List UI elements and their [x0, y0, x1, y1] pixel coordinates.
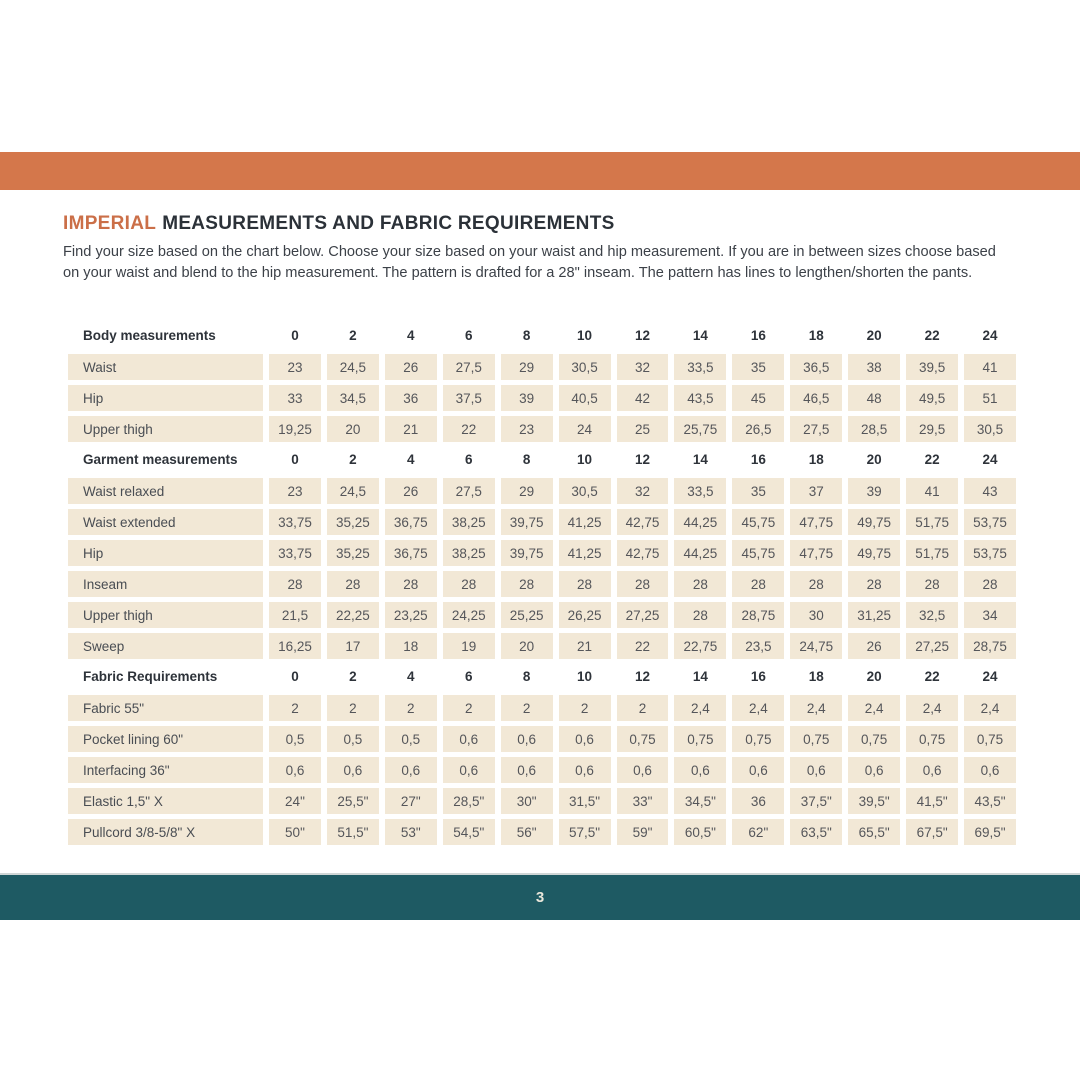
size-column-header: 12: [634, 451, 650, 467]
value-cell: 0,75: [674, 726, 726, 752]
value-cell: 25,5": [327, 788, 379, 814]
value-cell: 46,5: [790, 385, 842, 411]
value-cell: 0,6: [674, 757, 726, 783]
value-cell: 28: [559, 571, 611, 597]
value-cell: 16,25: [269, 633, 321, 659]
value-cell: 0,6: [269, 757, 321, 783]
size-column-header: 0: [291, 451, 299, 467]
value-cell: 25,75: [674, 416, 726, 442]
row-label: Elastic 1,5" X: [68, 788, 263, 814]
value-cell: 53,75: [964, 509, 1016, 535]
value-cell: 21,5: [269, 602, 321, 628]
table-row: [68, 478, 1016, 504]
value-cell: 28: [906, 571, 958, 597]
value-cell: 39,5": [848, 788, 900, 814]
value-cell: 0,6: [617, 757, 669, 783]
value-cell: 0,6: [790, 757, 842, 783]
value-cell: 36,75: [385, 509, 437, 535]
size-column-header: 24: [982, 327, 998, 343]
value-cell: 22: [443, 416, 495, 442]
value-cell: 37,5": [790, 788, 842, 814]
value-cell: 2,4: [732, 695, 784, 721]
row-label: Upper thigh: [68, 416, 263, 442]
value-cell: 35,25: [327, 509, 379, 535]
value-cell: 31,5": [559, 788, 611, 814]
size-column-header: 4: [407, 668, 415, 684]
value-cell: 36: [732, 788, 784, 814]
size-column-header: 24: [982, 668, 998, 684]
value-cell: 0,75: [790, 726, 842, 752]
value-cell: 30,5: [964, 416, 1016, 442]
value-cell: 28,75: [964, 633, 1016, 659]
value-cell: 0,6: [732, 757, 784, 783]
value-cell: 44,25: [674, 540, 726, 566]
size-column-header: 8: [522, 668, 531, 684]
table-row: [68, 602, 1016, 628]
size-column-header: 14: [692, 327, 708, 343]
value-cell: 2,4: [790, 695, 842, 721]
row-label: Interfacing 36": [68, 757, 263, 783]
value-cell: 35,25: [327, 540, 379, 566]
size-column-header: 18: [808, 451, 824, 467]
value-cell: 41,5": [906, 788, 958, 814]
value-cell: 24,75: [790, 633, 842, 659]
size-column-header: 14: [692, 451, 708, 467]
row-label: Waist relaxed: [68, 478, 263, 504]
value-cell: 27": [385, 788, 437, 814]
value-cell: 43,5": [964, 788, 1016, 814]
value-cell: 67,5": [906, 819, 958, 845]
value-cell: 32: [617, 478, 669, 504]
value-cell: 2,4: [674, 695, 726, 721]
value-cell: 25: [617, 416, 669, 442]
size-column-header: 20: [866, 451, 882, 467]
size-column-header: 14: [692, 668, 708, 684]
size-column-header: 20: [866, 327, 882, 343]
value-cell: 28: [327, 571, 379, 597]
value-cell: 30,5: [559, 478, 611, 504]
page-title-accent: IMPERIAL: [63, 213, 157, 234]
top-accent-band: [0, 152, 1080, 190]
value-cell: 37,5: [443, 385, 495, 411]
table-row: [68, 757, 1016, 783]
value-cell: 39,75: [501, 540, 553, 566]
value-cell: 63,5": [790, 819, 842, 845]
value-cell: 65,5": [848, 819, 900, 845]
value-cell: 0,6: [964, 757, 1016, 783]
value-cell: 2,4: [906, 695, 958, 721]
value-cell: 54,5": [443, 819, 495, 845]
value-cell: 41,25: [559, 540, 611, 566]
value-cell: 49,75: [848, 540, 900, 566]
value-cell: 20: [501, 633, 553, 659]
value-cell: 0,6: [443, 757, 495, 783]
value-cell: 21: [385, 416, 437, 442]
value-cell: 49,75: [848, 509, 900, 535]
value-cell: 35: [732, 354, 784, 380]
value-cell: 40,5: [559, 385, 611, 411]
value-cell: 62": [732, 819, 784, 845]
value-cell: 0,6: [501, 757, 553, 783]
value-cell: 41: [906, 478, 958, 504]
value-cell: 69,5": [964, 819, 1016, 845]
size-column-header: 10: [577, 668, 593, 684]
size-column-header: 16: [750, 668, 766, 684]
value-cell: 39: [501, 385, 553, 411]
size-column-header: 4: [407, 327, 415, 343]
size-column-header: 12: [634, 668, 650, 684]
value-cell: 2: [385, 695, 437, 721]
table-row: [68, 788, 1016, 814]
size-column-header: 10: [577, 451, 593, 467]
row-label: Inseam: [68, 571, 263, 597]
section-title: Fabric Requirements: [83, 668, 218, 684]
value-cell: 17: [327, 633, 379, 659]
value-cell: 24: [559, 416, 611, 442]
value-cell: 0,6: [327, 757, 379, 783]
size-column-header: 8: [522, 327, 531, 343]
value-cell: 0,5: [385, 726, 437, 752]
value-cell: 26: [385, 354, 437, 380]
value-cell: 2: [443, 695, 495, 721]
size-column-header: 22: [924, 327, 940, 343]
value-cell: 0,6: [559, 757, 611, 783]
value-cell: 41: [964, 354, 1016, 380]
size-column-header: 24: [982, 451, 998, 467]
value-cell: 45,75: [732, 509, 784, 535]
table-row: [68, 695, 1016, 721]
size-column-header: 4: [407, 451, 415, 467]
value-cell: 51,75: [906, 509, 958, 535]
value-cell: 28: [385, 571, 437, 597]
value-cell: 26: [848, 633, 900, 659]
value-cell: 53,75: [964, 540, 1016, 566]
value-cell: 28: [732, 571, 784, 597]
size-column-header: 0: [291, 668, 299, 684]
value-cell: 56": [501, 819, 553, 845]
value-cell: 0,75: [732, 726, 784, 752]
value-cell: 21: [559, 633, 611, 659]
size-column-header: 18: [808, 668, 824, 684]
size-column-header: 0: [291, 327, 299, 343]
value-cell: 30: [790, 602, 842, 628]
value-cell: 0,75: [848, 726, 900, 752]
table-row: [68, 540, 1016, 566]
value-cell: 34: [964, 602, 1016, 628]
value-cell: 28: [674, 571, 726, 597]
table-row: [68, 571, 1016, 597]
value-cell: 28,5: [848, 416, 900, 442]
value-cell: 33,75: [269, 540, 321, 566]
value-cell: 28: [964, 571, 1016, 597]
table-row: [68, 633, 1016, 659]
table-row: [68, 509, 1016, 535]
value-cell: 45: [732, 385, 784, 411]
value-cell: 0,75: [617, 726, 669, 752]
value-cell: 33": [617, 788, 669, 814]
value-cell: 2: [559, 695, 611, 721]
row-label: Hip: [68, 385, 263, 411]
value-cell: 43: [964, 478, 1016, 504]
value-cell: 38: [848, 354, 900, 380]
value-cell: 38,25: [443, 540, 495, 566]
value-cell: 39,75: [501, 509, 553, 535]
value-cell: 28: [790, 571, 842, 597]
value-cell: 30,5: [559, 354, 611, 380]
size-column-header: 2: [349, 668, 357, 684]
value-cell: 59": [617, 819, 669, 845]
size-column-header: 20: [866, 668, 882, 684]
size-column-header: 16: [750, 327, 766, 343]
row-label: Upper thigh: [68, 602, 263, 628]
value-cell: 30": [501, 788, 553, 814]
value-cell: 2: [617, 695, 669, 721]
value-cell: 32,5: [906, 602, 958, 628]
row-label: Waist extended: [68, 509, 263, 535]
value-cell: 51,75: [906, 540, 958, 566]
value-cell: 36,75: [385, 540, 437, 566]
value-cell: 28: [269, 571, 321, 597]
size-table: [68, 318, 1016, 850]
row-label: Hip: [68, 540, 263, 566]
value-cell: 33,5: [674, 478, 726, 504]
value-cell: 34,5": [674, 788, 726, 814]
value-cell: 47,75: [790, 509, 842, 535]
value-cell: 32: [617, 354, 669, 380]
value-cell: 31,25: [848, 602, 900, 628]
value-cell: 27,5: [443, 478, 495, 504]
value-cell: 51,5": [327, 819, 379, 845]
value-cell: 22: [617, 633, 669, 659]
row-label: Pocket lining 60": [68, 726, 263, 752]
table-row: [68, 726, 1016, 752]
value-cell: 43,5: [674, 385, 726, 411]
size-column-header: 10: [577, 327, 593, 343]
value-cell: 29,5: [906, 416, 958, 442]
page-title-rest: MEASUREMENTS AND FABRIC REQUIREMENTS: [162, 213, 615, 234]
value-cell: 33: [269, 385, 321, 411]
value-cell: 36: [385, 385, 437, 411]
value-cell: 28,75: [732, 602, 784, 628]
footer-bar: [0, 873, 1080, 920]
section-title: Body measurements: [83, 327, 216, 343]
value-cell: 0,6: [559, 726, 611, 752]
value-cell: 2: [501, 695, 553, 721]
table-row: [68, 819, 1016, 845]
table-row: [68, 354, 1016, 380]
value-cell: 39: [848, 478, 900, 504]
value-cell: 23: [269, 354, 321, 380]
value-cell: 24,5: [327, 478, 379, 504]
value-cell: 0,6: [385, 757, 437, 783]
value-cell: 51: [964, 385, 1016, 411]
value-cell: 2,4: [964, 695, 1016, 721]
value-cell: 26: [385, 478, 437, 504]
table-row: [68, 416, 1016, 442]
size-column-header: 6: [464, 668, 473, 684]
value-cell: 19: [443, 633, 495, 659]
value-cell: 45,75: [732, 540, 784, 566]
value-cell: 23: [501, 416, 553, 442]
size-column-header: 6: [464, 451, 473, 467]
value-cell: 25,25: [501, 602, 553, 628]
value-cell: 27,5: [443, 354, 495, 380]
value-cell: 0,5: [327, 726, 379, 752]
value-cell: 53": [385, 819, 437, 845]
page-content: [63, 213, 1016, 284]
value-cell: 28: [501, 571, 553, 597]
value-cell: 23: [269, 478, 321, 504]
value-cell: 39,5: [906, 354, 958, 380]
value-cell: 26,25: [559, 602, 611, 628]
value-cell: 48: [848, 385, 900, 411]
value-cell: 0,5: [269, 726, 321, 752]
row-label: Sweep: [68, 633, 263, 659]
value-cell: 2: [269, 695, 321, 721]
value-cell: 0,6: [848, 757, 900, 783]
value-cell: 19,25: [269, 416, 321, 442]
value-cell: 41,25: [559, 509, 611, 535]
value-cell: 22,75: [674, 633, 726, 659]
row-label: Pullcord 3/8-5/8" X: [68, 819, 263, 845]
value-cell: 0,6: [443, 726, 495, 752]
value-cell: 29: [501, 478, 553, 504]
value-cell: 33,5: [674, 354, 726, 380]
size-column-header: 18: [808, 327, 824, 343]
value-cell: 0,6: [906, 757, 958, 783]
value-cell: 44,25: [674, 509, 726, 535]
value-cell: 23,25: [385, 602, 437, 628]
section-header-row: [68, 664, 1016, 688]
value-cell: 36,5: [790, 354, 842, 380]
value-cell: 24,25: [443, 602, 495, 628]
value-cell: 34,5: [327, 385, 379, 411]
size-column-header: 6: [464, 327, 473, 343]
value-cell: 0,75: [964, 726, 1016, 752]
value-cell: 0,6: [501, 726, 553, 752]
value-cell: 47,75: [790, 540, 842, 566]
value-cell: 28: [848, 571, 900, 597]
size-column-header: 16: [750, 451, 766, 467]
value-cell: 57,5": [559, 819, 611, 845]
value-cell: 2: [327, 695, 379, 721]
value-cell: 28: [443, 571, 495, 597]
value-cell: 42,75: [617, 540, 669, 566]
value-cell: 38,25: [443, 509, 495, 535]
size-column-header: 2: [349, 451, 357, 467]
value-cell: 27,5: [790, 416, 842, 442]
value-cell: 23,5: [732, 633, 784, 659]
row-label: Waist: [68, 354, 263, 380]
value-cell: 42,75: [617, 509, 669, 535]
section-header-row: [68, 323, 1016, 347]
section-header-row: [68, 447, 1016, 471]
value-cell: 0,75: [906, 726, 958, 752]
value-cell: 29: [501, 354, 553, 380]
value-cell: 27,25: [906, 633, 958, 659]
size-column-header: 22: [924, 668, 940, 684]
value-cell: 20: [327, 416, 379, 442]
value-cell: 35: [732, 478, 784, 504]
value-cell: 50": [269, 819, 321, 845]
value-cell: 37: [790, 478, 842, 504]
value-cell: 18: [385, 633, 437, 659]
value-cell: 49,5: [906, 385, 958, 411]
size-column-header: 2: [349, 327, 357, 343]
table-row: [68, 385, 1016, 411]
value-cell: 42: [617, 385, 669, 411]
value-cell: 60,5": [674, 819, 726, 845]
value-cell: 27,25: [617, 602, 669, 628]
intro-paragraph: Find your size based on the chart below. Choose your size based on your waist and hip measurement. If you are in between sizes choose based on your waist and blend to the hip measurement. The pattern is drafted for a 28" inseam. The pattern has lines to lengthen/shorten the pants.: [63, 244, 996, 281]
value-cell: 22,25: [327, 602, 379, 628]
value-cell: 26,5: [732, 416, 784, 442]
size-column-header: 8: [522, 451, 531, 467]
page-number: 3: [535, 889, 545, 906]
size-column-header: 12: [634, 327, 650, 343]
value-cell: 33,75: [269, 509, 321, 535]
value-cell: 28: [617, 571, 669, 597]
value-cell: 24,5: [327, 354, 379, 380]
row-label: Fabric 55": [68, 695, 263, 721]
value-cell: 2,4: [848, 695, 900, 721]
page-title: [63, 213, 1016, 235]
size-column-header: 22: [924, 451, 940, 467]
value-cell: 24": [269, 788, 321, 814]
value-cell: 28,5": [443, 788, 495, 814]
section-title: Garment measurements: [83, 451, 238, 467]
value-cell: 28: [674, 602, 726, 628]
